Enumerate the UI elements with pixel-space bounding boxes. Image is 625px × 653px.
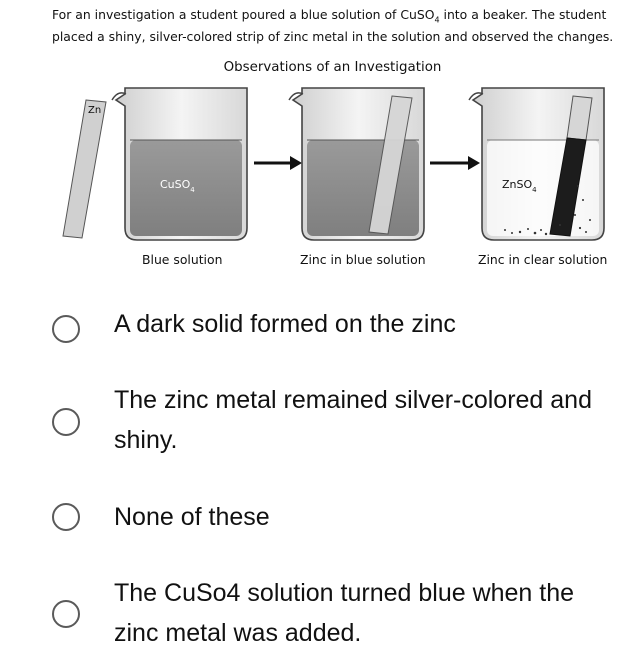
option-4[interactable] <box>0 573 625 647</box>
option-1-label: A dark solid formed on the zinc <box>114 310 456 338</box>
caption-zinc-in-clear-solution: Zinc in clear solution <box>478 252 608 267</box>
option-2[interactable] <box>0 380 625 464</box>
beaker-3-label: ZnSO$_4$ <box>502 178 537 194</box>
option-3-label: None of these <box>114 503 270 531</box>
beaker-1-label: CuSO$_4$ <box>160 178 195 194</box>
option-1[interactable] <box>0 304 625 348</box>
figure-title: Observations of an Investigation <box>223 60 442 75</box>
radio-button-4[interactable] <box>52 600 80 628</box>
radio-button-2[interactable] <box>52 408 80 436</box>
radio-button-3[interactable] <box>52 503 80 531</box>
radio-button-1[interactable] <box>52 315 80 343</box>
option-2-label: The zinc metal remained silver-colored and shiny. <box>114 386 592 454</box>
caption-zinc-in-blue-solution: Zinc in blue solution <box>300 252 426 267</box>
arrow-2 <box>430 156 480 170</box>
zn-label: Zn <box>88 105 102 116</box>
question-line-2: placed a shiny, silver-colored strip of zinc metal in the solution and observed the changes. <box>52 29 614 44</box>
caption-blue-solution: Blue solution <box>142 252 223 267</box>
question-line-1: For an investigation a student poured a blue solution of CuSO$_4$ into a beaker. The student <box>52 7 607 25</box>
beaker-1 <box>112 88 247 240</box>
option-4-label: The CuSo4 solution turned blue when the zinc metal was added. <box>114 579 575 647</box>
investigation-figure <box>0 0 625 290</box>
option-3[interactable] <box>0 497 625 541</box>
zinc-strip-outside <box>63 100 106 238</box>
arrow-1 <box>254 156 302 170</box>
